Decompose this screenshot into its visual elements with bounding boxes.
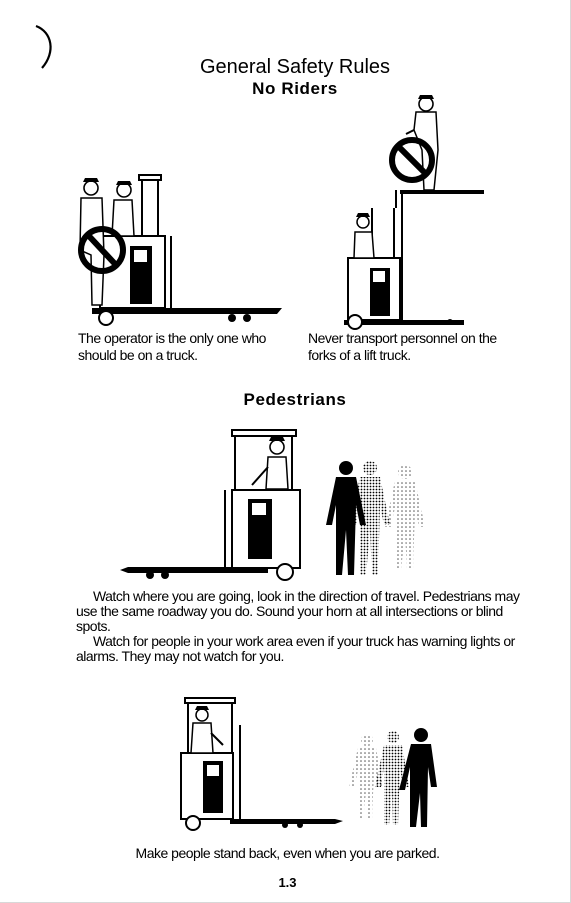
page-number: 1.3: [278, 875, 297, 890]
caption-operator-only: The operator is the only one who should be on a truck.: [78, 330, 266, 363]
paragraph-watch-for-people: Watch for people in your work area even if your truck has warning lights or alarms. They may not watch for you.: [76, 633, 515, 664]
forklift-illustration-forks: [330, 90, 490, 330]
parked-forklift-illustration: [175, 695, 445, 835]
section-heading-no-riders: No Riders: [252, 79, 338, 98]
pedestrian-silhouette: [385, 465, 425, 570]
section-heading-pedestrians: Pedestrians: [243, 390, 347, 409]
caption-no-personnel-on-forks: Never transport personnel on the forks of a lift truck.: [308, 330, 497, 363]
forklift-pedestrians-illustration: [120, 425, 440, 585]
pedestrian-silhouette: [399, 728, 437, 827]
paragraph-watch-where-going: Watch where you are going, look in the direction of travel. Pedestrians may use the same roadway you do. Sound your horn at all intersections or blind spots.: [76, 588, 520, 634]
forklift-illustration-rider: [72, 170, 282, 330]
caption-stand-back: Make people stand back, even when you are parked.: [135, 845, 440, 861]
page-title: General Safety Rules: [199, 56, 391, 78]
